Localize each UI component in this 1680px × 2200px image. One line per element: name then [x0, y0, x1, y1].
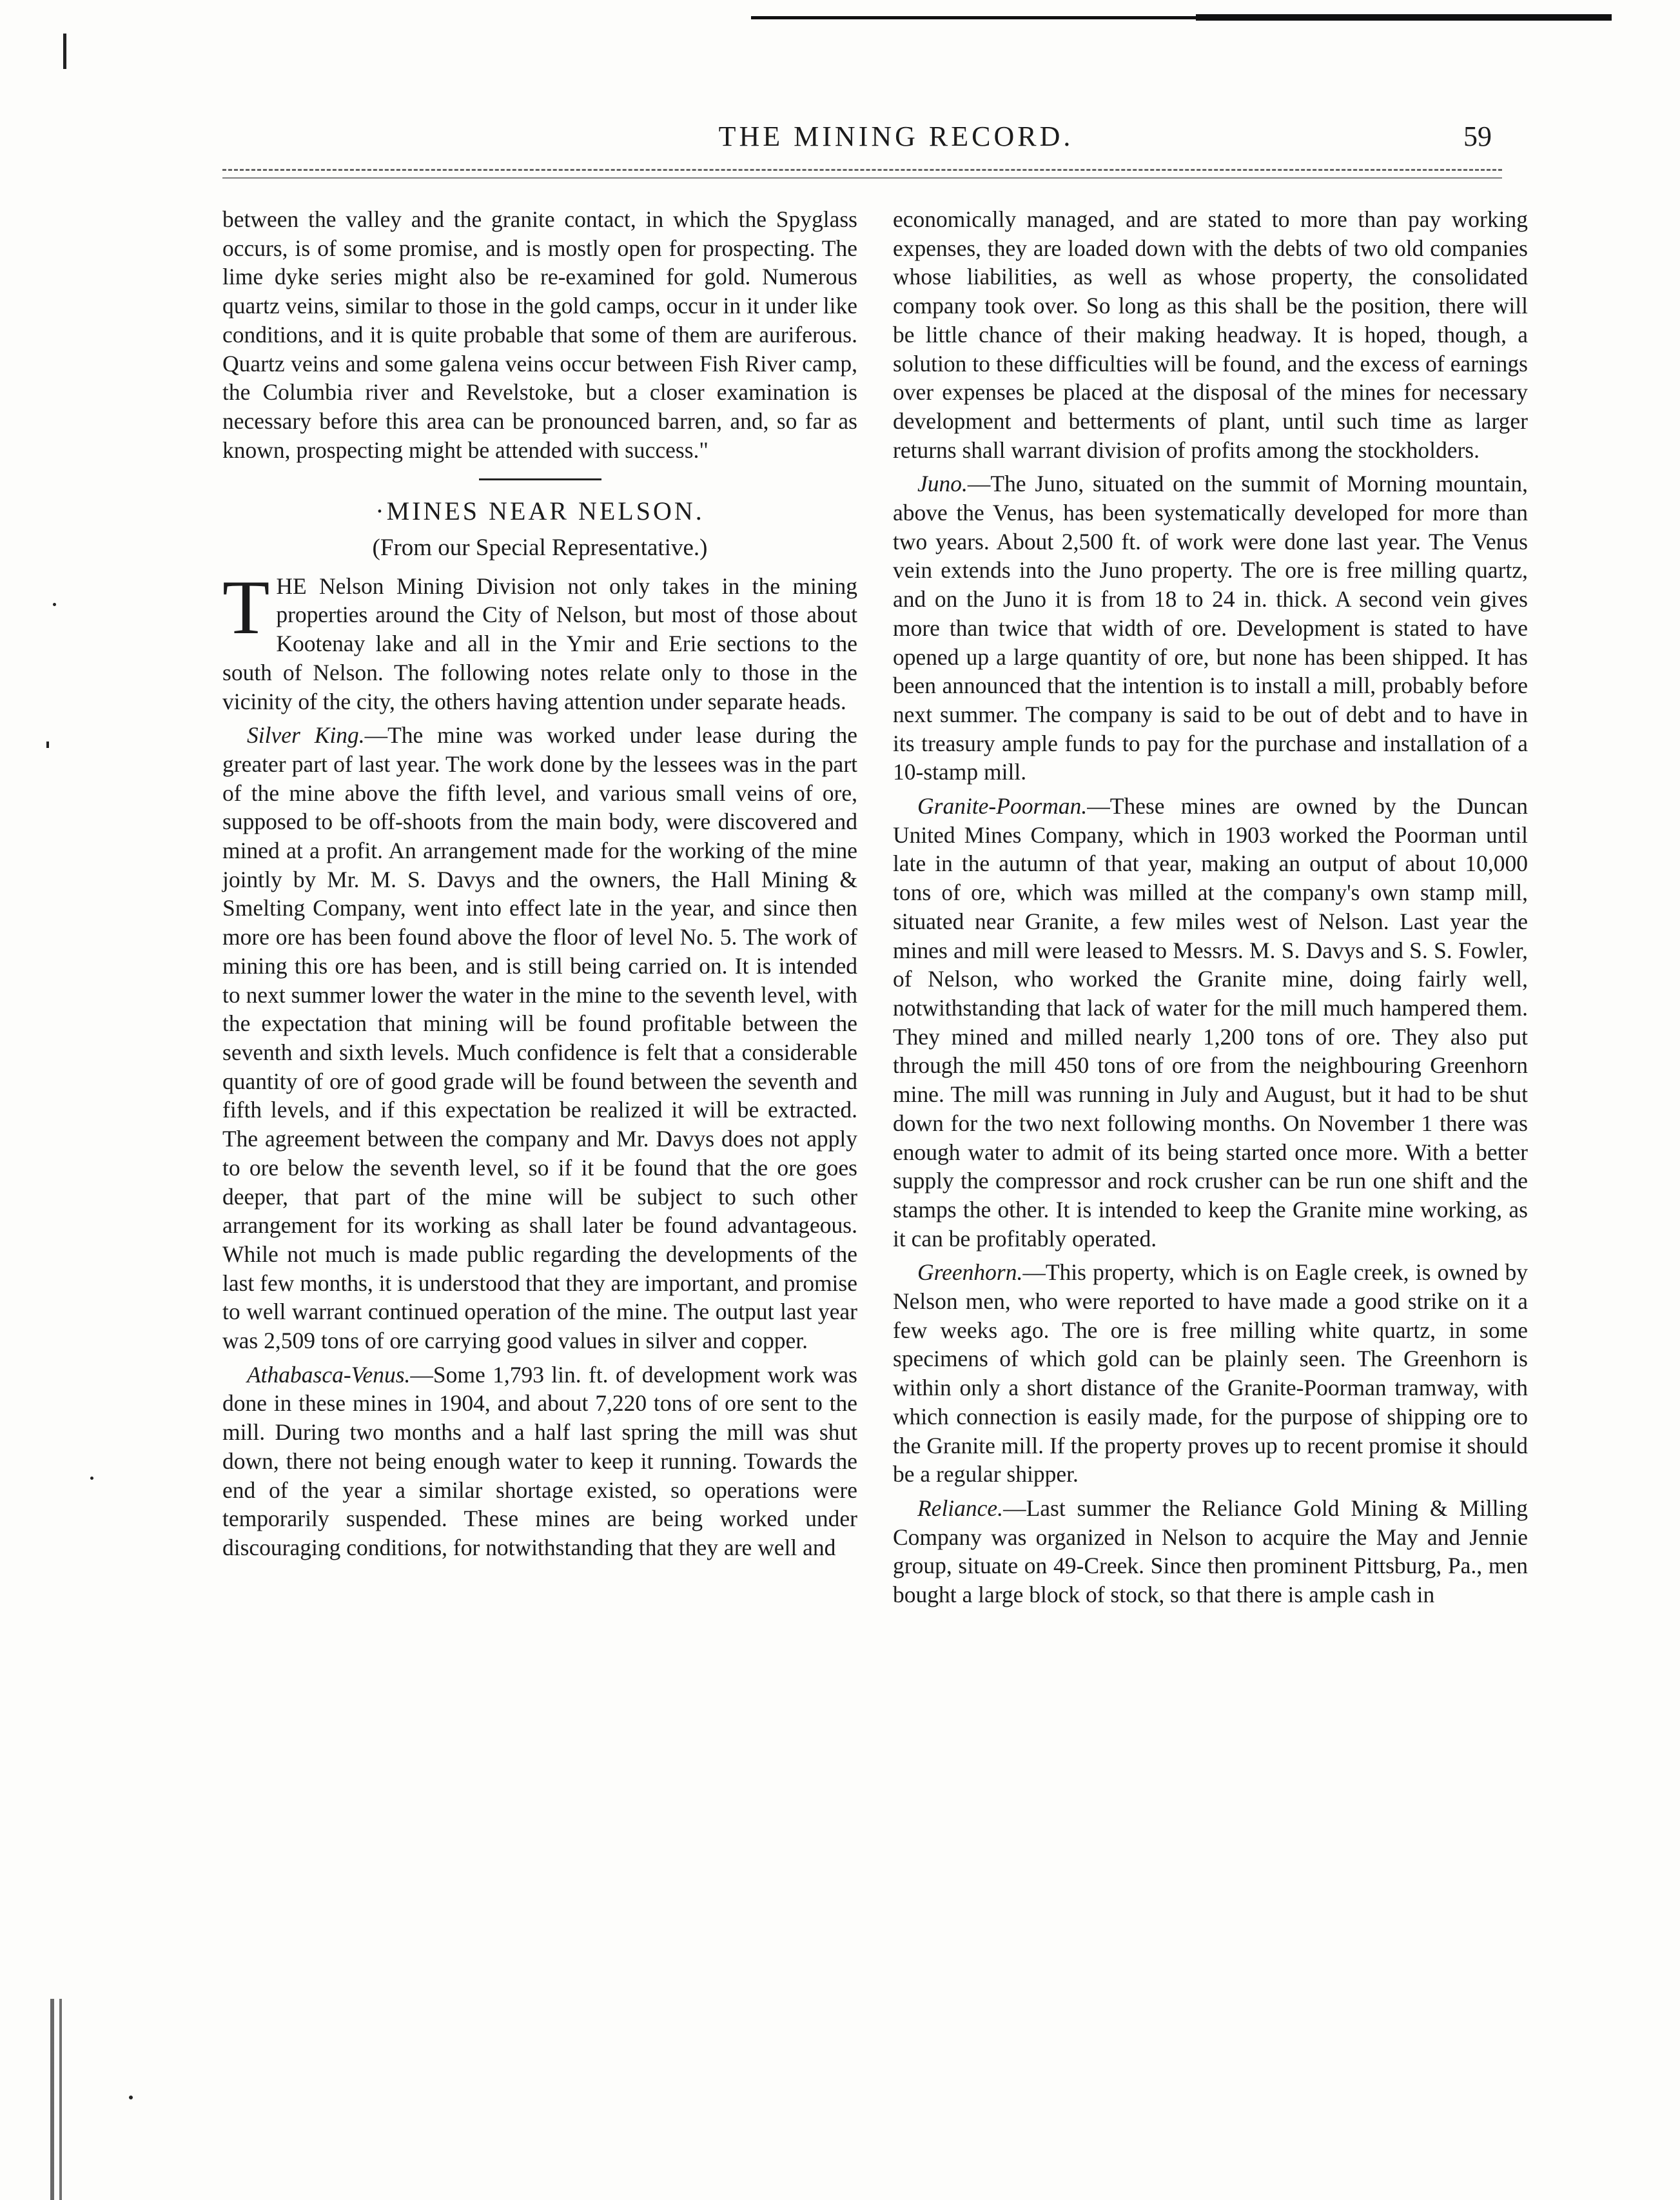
scan-speck [46, 742, 49, 748]
intro-text: HE Nelson Mining Division not only takes in the mining properties around the City of Nelson, but most of those about Kootenay lake and all in the Ymir and Erie sections to the south of Nelson. The following notes relate only to those in the vicinity of the city, the others having attention under separate heads. [222, 573, 857, 714]
granite-poorman-paragraph [893, 792, 1528, 1253]
silver-king-heading: Silver King. [247, 722, 365, 749]
granite-poorman-heading: Granite-Poorman. [917, 793, 1088, 820]
silver-king-paragraph [222, 721, 857, 1355]
page-number: 59 [1463, 121, 1492, 152]
greenhorn-heading: Greenhorn. [917, 1259, 1023, 1286]
intro-paragraph [222, 564, 857, 716]
scan-speck [63, 34, 66, 69]
running-header-title: THE MINING RECORD. [718, 121, 1074, 152]
reliance-text: —Last summer the Reliance Gold Mining & Milling Company was organized in Nelson to acquire the May and Jennie group, situate on 49-Creek. Since then prominent Pittsburg, Pa., men bought a large block of stock, so that there is ample cash in [893, 1495, 1528, 1608]
juno-text: —The Juno, situated on the summit of Morning mountain, above the Venus, has been systematically developed for more than two years. About 2,500 ft. of work were done last year. The Venus vein extends into the Juno property. The ore is free milling quartz, and on the Juno it is from 18 to 24 in. thick. A second vein gives more than twice that width of ore. Development is stated to have opened up a large quantity of ore, but none has been shipped. It has been announced that the intention is to install a mill, probably before next summer. The company is said to be out of debt and to have in its treasury ample funds to pay for the purchase and installation of a 10-stamp mill. [893, 471, 1528, 785]
juno-heading: Juno. [917, 471, 968, 497]
continued-paragraph: between the valley and the granite contact, in which the Spyglass occurs, is of some promise, and is mostly open for prospecting. The lime dyke series might also be re-examined for gold. Numerous quartz veins, similar to those in the gold camps, occur in it under like conditions, and it is quite probable that some of them are auriferous. Quartz veins and some galena veins occur between Fish River camp, the Columbia river and Revelstoke, but a closer examination is necessary before this area can be pronounced barren, and, so far as known, prospecting might be attended with success." [222, 206, 857, 463]
silver-king-text: —The mine was worked under lease during the greater part of last year. The work done by the lessees was in the part of the mine above the fifth level, and various small veins of ore, supposed to be off-shoots from the main body, were discovered and mined at a profit. An arrangement made for the working of the mine jointly by Mr. M. S. Davys and the owners, the Hall Mining & Smelting Company, went into effect late in the year, and since then more ore has been found above the floor of level No. 5. The work of mining this ore has been, and is still being carried on. It is intended to next summer lower the water in the mine to the seventh level, with the expectation that mining will be found profitable between the seventh and sixth levels. Much confidence is felt that a considerable quantity of ore of good grade will be found between the seventh and fifth levels, and if this expectation be realized it will be extracted. The agreement between the company and Mr. Davys does not apply to ore below the seventh level, so if it be found that the ore goes deeper, that part of the mine will be subject to such other arrangement for its working as shall later be found advantageous. While not much is made public regarding the developments of the last few months, it is understood that they are important, and promise to well warrant continued operation of the mine. The output last year was 2,509 tons of ore carrying good values in silver and copper. [222, 722, 857, 1354]
athabasca-venus-heading: Athabasca-Venus. [247, 1361, 411, 1388]
granite-poorman-text: —These mines are owned by the Duncan United Mines Company, which in 1903 worked the Poorman until late in the autumn of that year, making an output of about 10,000 tons of ore, which was milled at the company's own stamp mill, situated near Granite, a few miles west of Nelson. Last year the mines and mill were leased to Messrs. M. S. Davys and S. S. Fowler, of Nelson, who worked the Granite mine, doing fairly well, notwithstanding that lack of water for the mill much hampered them. They mined and milled nearly 1,200 tons of ore. They also put through the mill 450 tons of ore from the neighbouring Greenhorn mine. The mill was running in July and August, but it had to be shut down for the two next following months. On November 1 there was enough water to admit of its being started once more. With a better supply the compressor and rock crusher can be run one shift and the stamps the other. It is intended to keep the Granite mine working, as it can be profitably operated. [893, 793, 1528, 1252]
juno-paragraph [893, 469, 1528, 787]
reliance-paragraph [893, 1494, 1528, 1609]
athabasca-venus-text: —Some 1,793 lin. ft. of development work was done in these mines in 1904, and about 7,220 tons of ore sent to the mill. During two months and a half last spring the mill was shut down, there not being enough water to keep it running. Towards the end of the year a similar shortage existed, so operations were temporarily suspended. These mines are being worked under discouraging conditions, for notwithstanding that they are well and [222, 1361, 857, 1560]
athabasca-venus-paragraph [222, 1360, 857, 1562]
binding-shadow [50, 1999, 77, 2200]
greenhorn-paragraph [893, 1258, 1528, 1489]
section-subtitle: (From our Special Representative.) [372, 535, 708, 562]
drop-cap-letter: T [222, 564, 270, 650]
reliance-heading: Reliance. [917, 1495, 1004, 1521]
section-title: ·MINES NEAR NELSON. [375, 496, 705, 526]
greenhorn-text: —This property, which is on Eagle creek, is owned by Nelson men, who were reported to have made a good strike on it a few weeks ago. The ore is free milling white quartz, in some specimens of which gold can be plainly seen. The Greenhorn is within only a short distance of the Granite-Poorman tramway, with which connection is easily made, for the purpose of shipping ore to the Granite mill. If the property proves up to recent promise it should be a regular shipper. [893, 1259, 1528, 1488]
header-rule [222, 169, 1502, 179]
scan-speck [90, 1477, 93, 1480]
scan-speck [53, 603, 56, 606]
right-column [893, 205, 1528, 1609]
left-column [222, 205, 857, 1562]
continued-paragraph-right: economically managed, and are stated to more than pay working expenses, they are loaded down with the debts of two old companies whose liabilities, as well as whose property, the consolidated company took over. So long as this shall be the position, there will be little chance of their making headway. It is hoped, though, a solution to these difficulties will be found, and the excess of earnings over expenses be placed at the disposal of the mines for necessary development and betterments of plant, until such time as larger returns shall warrant division of profits among the stockholders. [893, 206, 1528, 463]
top-border-rule [751, 14, 1612, 22]
section-divider [479, 478, 601, 480]
top-border-thick-segment [1196, 14, 1612, 21]
scan-speck [129, 2096, 133, 2099]
